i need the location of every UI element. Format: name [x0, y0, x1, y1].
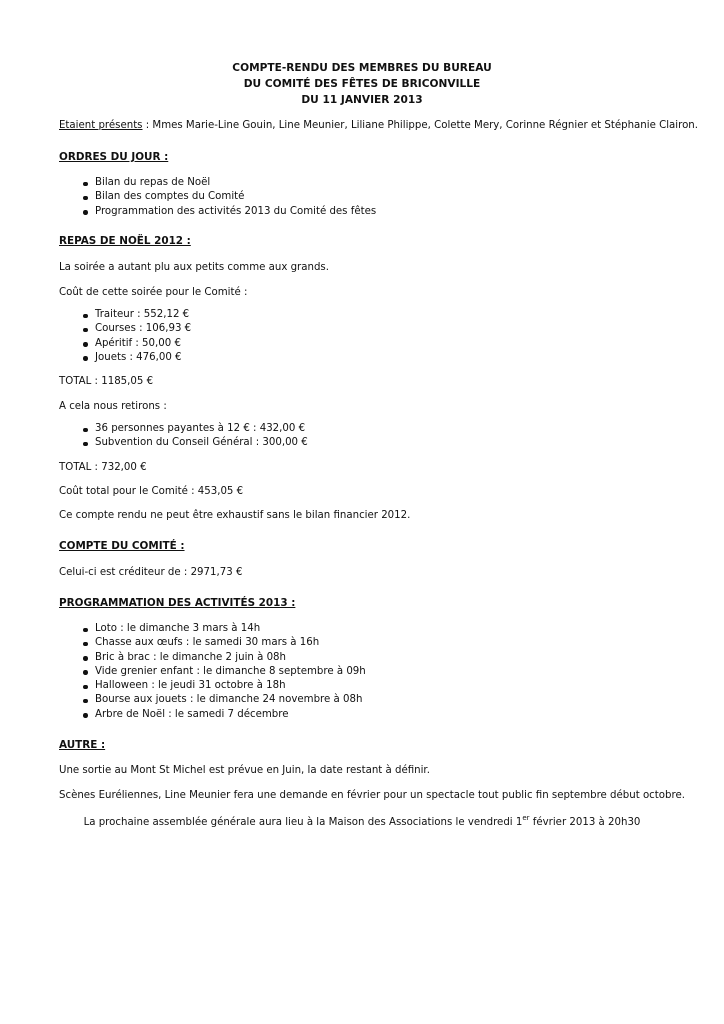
list-item: Traiteur : 552,12 € — [59, 308, 191, 322]
bullet-icon — [83, 428, 88, 433]
attendance-text: : Mmes Marie-Line Gouin, Line Meunier, Liliane Philippe, Colette Mery, Corinne Régnier et Stéphanie Clairon. — [142, 120, 699, 131]
attendance-label: Etaient présents — [59, 120, 143, 131]
program-list — [59, 622, 366, 722]
dinner-cost-label: Coût de cette soirée pour le Comité : — [59, 287, 248, 298]
dinner-heading: REPAS DE NOËL 2012 : — [59, 235, 191, 247]
list-item: 36 personnes payantes à 12 € : 432,00 € — [59, 422, 308, 436]
list-item: Bilan des comptes du Comité — [59, 190, 376, 204]
list-item: Bilan du repas de Noël — [59, 176, 376, 190]
bullet-icon — [83, 628, 88, 633]
dinner-total-2: TOTAL : 732,00 € — [59, 462, 147, 473]
list-item: Bourse aux jouets : le dimanche 24 novembre à 08h — [59, 693, 366, 707]
other-heading: AUTRE : — [59, 739, 106, 751]
bullet-icon — [83, 196, 88, 201]
list-item: Courses : 106,93 € — [59, 322, 191, 336]
document-title — [0, 60, 724, 108]
bullet-icon — [83, 685, 88, 690]
list-item: Jouets : 476,00 € — [59, 351, 191, 365]
other-line-1: Une sortie au Mont St Michel est prévue en Juin, la date restant à définir. — [59, 765, 430, 776]
closing-line: La prochaine assemblée générale aura lieu à la Maison des Associations le vendredi 1er février 2013 à 20h30 — [83, 814, 641, 828]
title-line-2: DU COMITÉ DES FÊTES DE BRICONVILLE — [243, 78, 481, 90]
account-heading: COMPTE DU COMITÉ : — [59, 540, 185, 552]
dinner-net-cost: Coût total pour le Comité : 453,05 € — [59, 486, 244, 497]
list-item: Arbre de Noël : le samedi 7 décembre — [59, 708, 366, 722]
list-item: Bric à brac : le dimanche 2 juin à 08h — [59, 651, 366, 665]
bullet-icon — [83, 314, 88, 319]
list-item: Programmation des activités 2013 du Comité des fêtes — [59, 205, 376, 219]
dinner-intro: La soirée a autant plu aux petits comme aux grands. — [59, 262, 329, 273]
bullet-icon — [83, 656, 88, 661]
dinner-deduct-label: A cela nous retirons : — [59, 401, 167, 412]
list-item: Halloween : le jeudi 31 octobre à 18h — [59, 679, 366, 693]
bullet-icon — [83, 356, 88, 361]
dinner-total-1: TOTAL : 1185,05 € — [59, 376, 154, 387]
list-item: Loto : le dimanche 3 mars à 14h — [59, 622, 366, 636]
bullet-icon — [83, 699, 88, 704]
bullet-icon — [83, 342, 88, 347]
attendance-line — [59, 119, 698, 133]
dinner-note: Ce compte rendu ne peut être exhaustif sans le bilan financier 2012. — [59, 510, 411, 521]
bullet-icon — [83, 642, 88, 647]
dinner-deduction-list — [59, 422, 308, 451]
list-item: Chasse aux œufs : le samedi 30 mars à 16h — [59, 636, 366, 650]
agenda-list — [59, 176, 376, 219]
list-item: Vide grenier enfant : le dimanche 8 septembre à 09h — [59, 665, 366, 679]
program-heading: PROGRAMMATION DES ACTIVITÉS 2013 : — [59, 597, 296, 609]
title-line-3: DU 11 JANVIER 2013 — [301, 94, 423, 106]
bullet-icon — [83, 670, 88, 675]
bullet-icon — [83, 328, 88, 333]
account-text: Celui-ci est créditeur de : 2971,73 € — [59, 567, 243, 578]
list-item: Apéritif : 50,00 € — [59, 337, 191, 351]
dinner-cost-list — [59, 308, 191, 365]
bullet-icon — [83, 713, 88, 718]
title-line-1: COMPTE-RENDU DES MEMBRES DU BUREAU — [232, 62, 492, 74]
other-line-2: Scènes Euréliennes, Line Meunier fera une demande en février pour un spectacle tout public fin septembre début octobre. — [59, 790, 685, 801]
agenda-heading: ORDRES DU JOUR : — [59, 151, 169, 163]
bullet-icon — [83, 210, 88, 215]
bullet-icon — [83, 442, 88, 447]
list-item: Subvention du Conseil Général : 300,00 € — [59, 436, 308, 450]
bullet-icon — [83, 182, 88, 187]
